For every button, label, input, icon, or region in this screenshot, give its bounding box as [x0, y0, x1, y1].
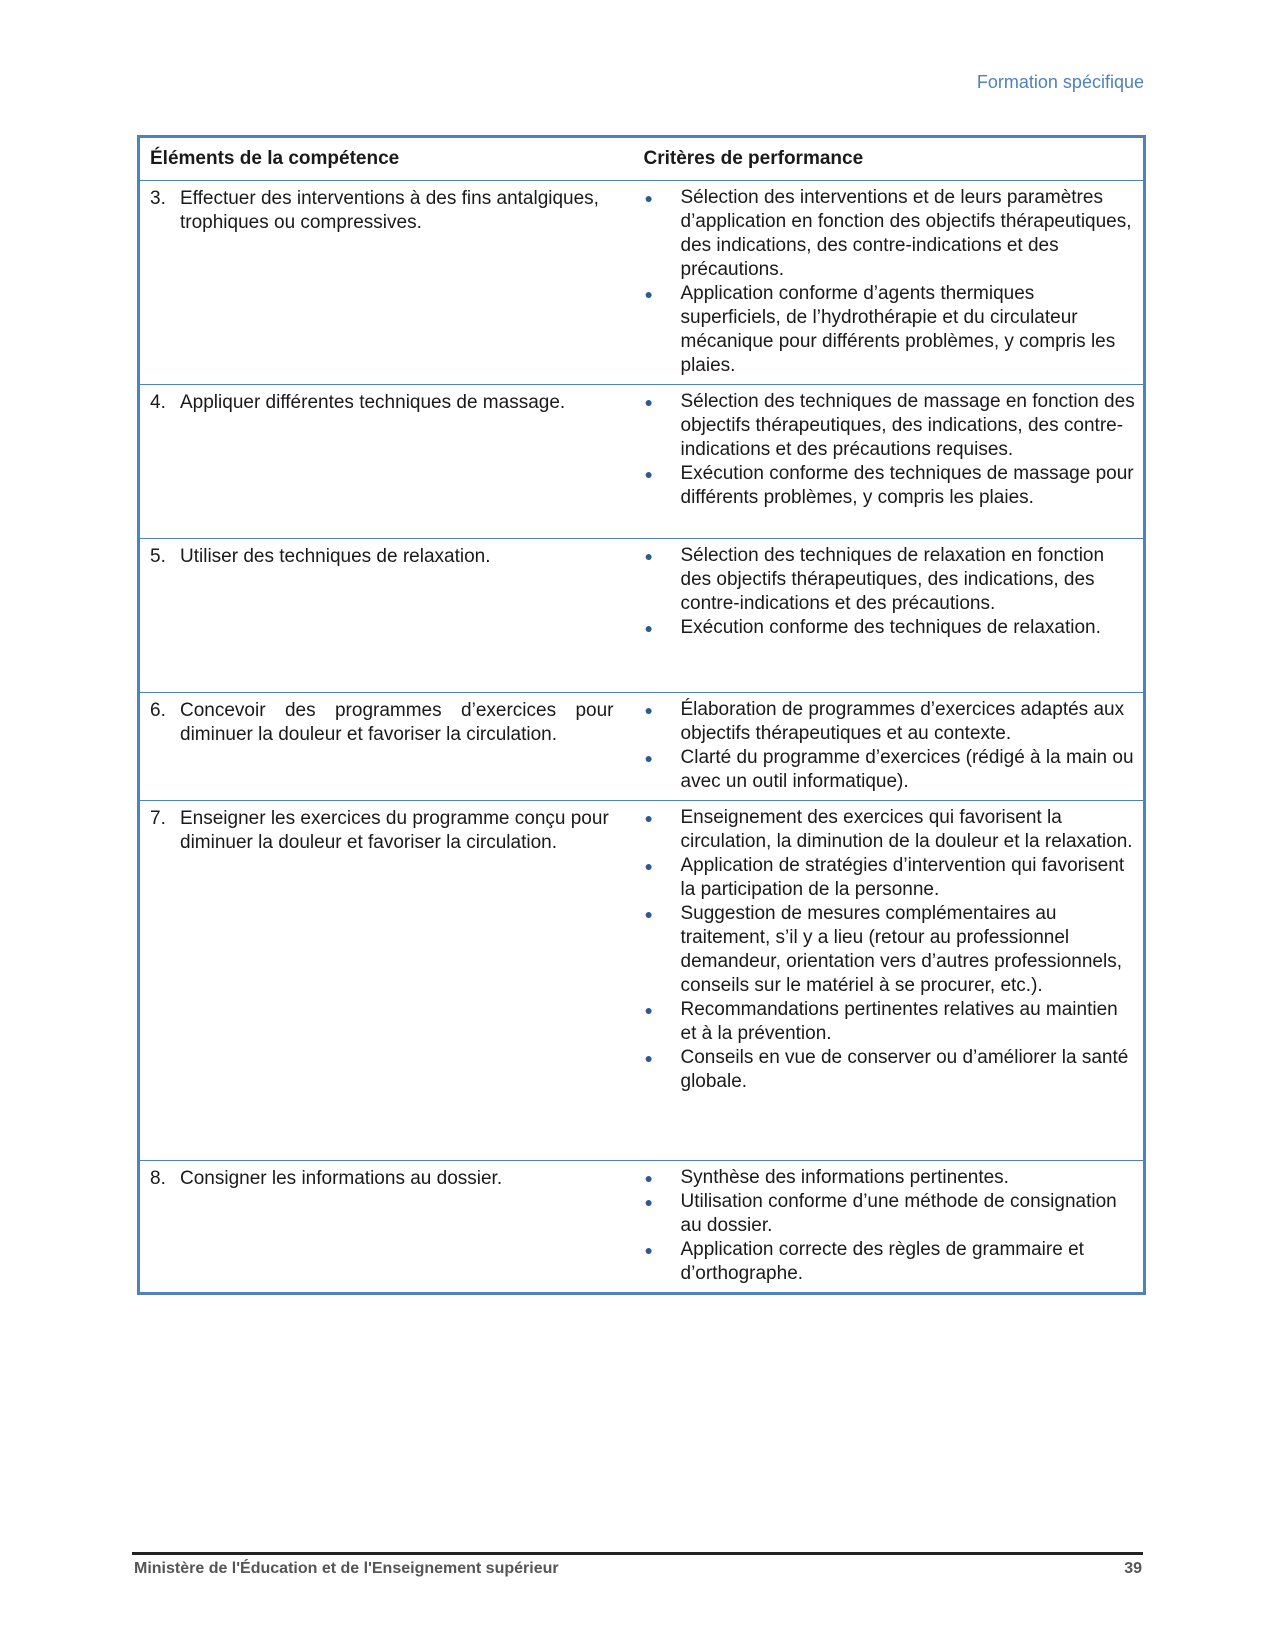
- element-number: 7.: [150, 808, 166, 829]
- element-text: Effectuer des interventions à des fins antalgiques, trophiques ou compressives.: [180, 188, 599, 233]
- criterion-item: [644, 616, 1136, 640]
- criteria-cell: [634, 801, 1145, 1161]
- bullet-icon: ●: [644, 750, 653, 766]
- table-row: [139, 801, 1145, 1161]
- bullet-icon: ●: [644, 1170, 653, 1186]
- criterion-text: Enseignement des exercices qui favorisent la circulation, la diminution de la douleur et la relaxation.: [680, 807, 1133, 852]
- table-row: [139, 385, 1145, 539]
- element-number: 3.: [150, 188, 166, 209]
- criterion-text: Suggestion de mesures complémentaires au traitement, s’il y a lieu (retour au professionnel demandeur, orientation vers d’autres professionnels, conseils sur le matériel à se procurer, etc.).: [680, 903, 1122, 996]
- table-row: [139, 1161, 1145, 1294]
- criterion-item: [644, 854, 1136, 902]
- bullet-icon: ●: [644, 466, 653, 482]
- bullet-icon: ●: [644, 548, 653, 564]
- criterion-item: [644, 462, 1136, 510]
- criterion-text: Recommandations pertinentes relatives au maintien et à la prévention.: [680, 999, 1118, 1044]
- bullet-icon: ●: [644, 1050, 653, 1066]
- element-cell: [139, 539, 634, 693]
- criterion-item: [644, 390, 1136, 462]
- criterion-text: Utilisation conforme d’une méthode de consignation au dossier.: [680, 1191, 1117, 1236]
- criterion-item: [644, 1166, 1136, 1190]
- criterion-text: Conseils en vue de conserver ou d’améliorer la santé globale.: [680, 1047, 1129, 1092]
- element-text: Utiliser des techniques de relaxation.: [180, 546, 491, 567]
- bullet-icon: ●: [644, 190, 653, 206]
- element-number: 8.: [150, 1168, 166, 1189]
- criteria-cell: [634, 1161, 1145, 1294]
- bullet-icon: ●: [644, 702, 653, 718]
- bullet-icon: ●: [644, 286, 653, 302]
- bullet-icon: ●: [644, 858, 653, 874]
- bullet-icon: ●: [644, 1242, 653, 1258]
- table-row: [139, 181, 1145, 385]
- element-cell: [139, 385, 634, 539]
- criterion-text: Sélection des interventions et de leurs paramètres d’application en fonction des objectifs thérapeutiques, des indications, des contre-indications et des précautions.: [680, 187, 1132, 280]
- criterion-item: [644, 1238, 1136, 1286]
- criterion-item: [644, 698, 1136, 746]
- criteria-cell: [634, 385, 1145, 539]
- bullet-icon: ●: [644, 1194, 653, 1210]
- criterion-text: Clarté du programme d’exercices (rédigé à la main ou avec un outil informatique).: [680, 747, 1134, 792]
- criterion-item: [644, 544, 1136, 616]
- element-text: Consigner les informations au dossier.: [180, 1168, 503, 1189]
- footer-rule: [132, 1552, 1143, 1555]
- bullet-icon: ●: [644, 620, 653, 636]
- criterion-item: [644, 282, 1136, 378]
- criterion-text: Élaboration de programmes d’exercices adaptés aux objectifs thérapeutiques et au contexte.: [680, 699, 1125, 744]
- element-text: Concevoir des programmes d’exercices pour diminuer la douleur et favoriser la circulation.: [180, 700, 614, 745]
- element-cell: [139, 801, 634, 1161]
- element-number: 5.: [150, 546, 166, 567]
- criterion-text: Sélection des techniques de massage en fonction des objectifs thérapeutiques, des indications, des contre-indications et des précautions requises.: [680, 391, 1135, 460]
- footer-publisher: Ministère de l'Éducation et de l'Enseignement supérieur: [134, 1560, 559, 1577]
- criterion-item: [644, 1046, 1136, 1094]
- table-row: [139, 539, 1145, 693]
- criterion-item: [644, 998, 1136, 1046]
- criterion-text: Application correcte des règles de grammaire et d’orthographe.: [680, 1239, 1084, 1284]
- criterion-text: Application de stratégies d’intervention qui favorisent la participation de la personne.: [680, 855, 1125, 900]
- element-text: Appliquer différentes techniques de massage.: [180, 392, 566, 413]
- table-header-row: [139, 137, 1145, 181]
- criterion-text: Application conforme d’agents thermiques superficiels, de l’hydrothérapie et du circulateur mécanique pour différents problèmes, y compris les plaies.: [680, 283, 1116, 376]
- criterion-text: Exécution conforme des techniques de relaxation.: [680, 617, 1101, 638]
- criteria-cell: [634, 693, 1145, 801]
- column-header-criteria: Critères de performance: [634, 137, 1145, 181]
- bullet-icon: ●: [644, 810, 653, 826]
- criterion-item: [644, 746, 1136, 794]
- table-row: [139, 693, 1145, 801]
- criteria-cell: [634, 539, 1145, 693]
- criterion-text: Exécution conforme des techniques de massage pour différents problèmes, y compris les plaies.: [680, 463, 1134, 508]
- criterion-item: [644, 902, 1136, 998]
- column-header-elements: Éléments de la compétence: [139, 137, 634, 181]
- element-cell: [139, 693, 634, 801]
- running-title: Formation spécifique: [976, 72, 1144, 92]
- criterion-item: [644, 1190, 1136, 1238]
- criterion-text: Sélection des techniques de relaxation en fonction des objectifs thérapeutiques, des indications, des contre-indications et des précautions.: [680, 545, 1105, 614]
- element-cell: [139, 181, 634, 385]
- competence-table: [137, 135, 1146, 1295]
- page-number: 39: [1124, 1560, 1142, 1577]
- bullet-icon: ●: [644, 1002, 653, 1018]
- criteria-cell: [634, 181, 1145, 385]
- bullet-icon: ●: [644, 394, 653, 410]
- criterion-item: [644, 186, 1136, 282]
- bullet-icon: ●: [644, 906, 653, 922]
- criterion-item: [644, 806, 1136, 854]
- element-number: 4.: [150, 392, 166, 413]
- element-text: Enseigner les exercices du programme conçu pour diminuer la douleur et favoriser la circulation.: [180, 808, 609, 853]
- element-cell: [139, 1161, 634, 1294]
- element-number: 6.: [150, 700, 166, 721]
- criterion-text: Synthèse des informations pertinentes.: [680, 1167, 1009, 1188]
